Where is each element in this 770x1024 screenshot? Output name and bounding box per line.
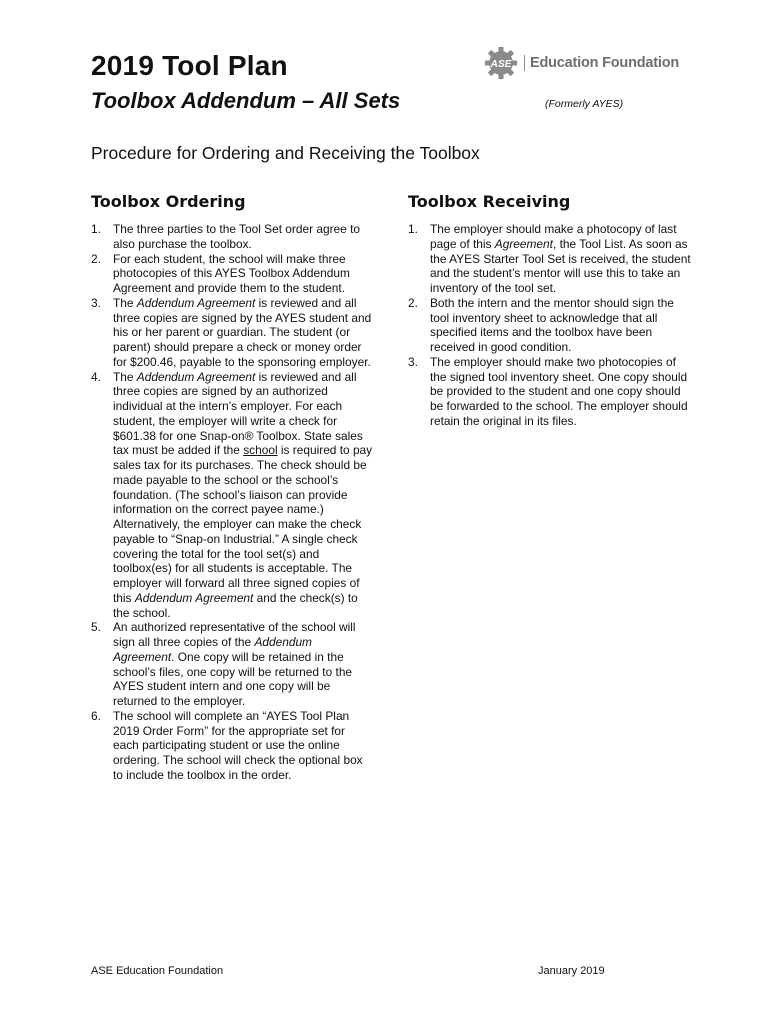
logo-text: Education Foundation — [524, 55, 679, 71]
step-number: 4. — [91, 369, 101, 384]
step-number: 6. — [91, 708, 101, 723]
step-number: 2. — [408, 295, 418, 310]
step-number: 3. — [91, 295, 101, 310]
step-text: , the Tool List. As soon as the AYES Starter Tool Set is received, the student and the student’s mentor will use this to take an inventory of the tool set. — [430, 236, 691, 295]
ordering-step — [91, 370, 373, 621]
step-text-italic: Addendum Agreement — [136, 369, 256, 384]
receiving-step — [408, 222, 691, 296]
step-text: . One copy will be retained in the school’s files, one copy will be returned to the AYES student intern and one copy will be returned to the employer. — [113, 649, 353, 708]
receiving-step — [408, 355, 691, 429]
step-text: The employer should make two photocopies of the signed tool inventory sheet. One copy should be provided to the student and one copy should be forwarded to the school. The employer should retain the original in its files. — [430, 354, 688, 428]
ordering-step — [91, 222, 373, 252]
step-text: An authorized representative of the school will sign all three copies of the — [113, 620, 356, 649]
step-text-italic: Addendum Agreement — [113, 635, 312, 664]
ordering-steps-list — [91, 222, 373, 783]
step-number: 3. — [408, 354, 418, 369]
ordering-step — [91, 296, 373, 370]
formerly-note: (Formerly AYES) — [545, 98, 624, 110]
step-text: The employer should make a photocopy of last page of this — [430, 222, 677, 251]
step-text-italic: Agreement — [494, 236, 553, 251]
step-number: 5. — [91, 620, 101, 635]
step-text: is reviewed and all three copies are signed by an authorized individual at the intern’s employer. For each student, the employer will write a check for $601.38 for one Snap-on® Toolbox. State sales tax must be added if the — [113, 369, 363, 458]
step-text: is reviewed and all three copies are signed by the AYES student and his or her parent or guardian. The student (or parent) should prepare a check or money order for $200.46, payable to the sponsoring employer. — [113, 295, 372, 369]
receiving-step — [408, 296, 691, 355]
step-text-underlined: school — [243, 443, 278, 458]
step-text: Both the intern and the mentor should sign the tool inventory sheet to acknowledge that all specified items and the toolbox have been received in good condition. — [430, 295, 674, 354]
step-text-italic: Addendum Agreement — [134, 590, 254, 605]
receiving-heading: Toolbox Receiving — [408, 192, 571, 211]
step-text: The school will complete an “AYES Tool Plan 2019 Order Form” for the appropriate set for each participating student or use the online ordering. The school will check the optional box to include the toolbox in the order. — [113, 708, 363, 782]
footer-date: January 2019 — [538, 965, 605, 977]
step-number: 2. — [91, 251, 101, 266]
step-text: The — [113, 369, 137, 384]
ordering-heading: Toolbox Ordering — [91, 192, 246, 211]
step-text: is required to pay sales tax for its purchases. The check should be made payable to the school or the school’s foundation. (The school’s liaison can provide information on the correct payee name.) Alternatively, the employer can make the check payable to “Snap-on Industrial.” A single check covering the total for the tool set(s) and toolbox(es) for all students is acceptable. The employer will forward all three signed copies of this — [113, 443, 373, 605]
document-title: 2019 Tool Plan — [91, 50, 288, 81]
ase-gear-logo-icon — [484, 46, 518, 80]
step-text: For each student, the school will make three photocopies of this AYES Toolbox Addendum Agreement and provide them to the student. — [113, 251, 350, 295]
logo-mark-text: ASE — [490, 58, 512, 70]
step-text-italic: Addendum Agreement — [136, 295, 256, 310]
ordering-step — [91, 620, 373, 709]
step-text: The — [113, 295, 137, 310]
step-number: 1. — [91, 222, 101, 236]
step-text: and the check(s) to the school. — [113, 590, 358, 620]
step-text: The three parties to the Tool Set order agree to also purchase the toolbox. — [113, 222, 360, 251]
footer-organization: ASE Education Foundation — [91, 965, 224, 977]
procedure-heading: Procedure for Ordering and Receiving the Toolbox — [91, 143, 480, 163]
step-number: 1. — [408, 222, 418, 236]
ase-education-foundation-logo — [484, 46, 679, 80]
ordering-step — [91, 709, 373, 783]
receiving-steps-list — [408, 222, 691, 429]
ordering-step — [91, 252, 373, 296]
document-subtitle: Toolbox Addendum – All Sets — [91, 88, 401, 113]
